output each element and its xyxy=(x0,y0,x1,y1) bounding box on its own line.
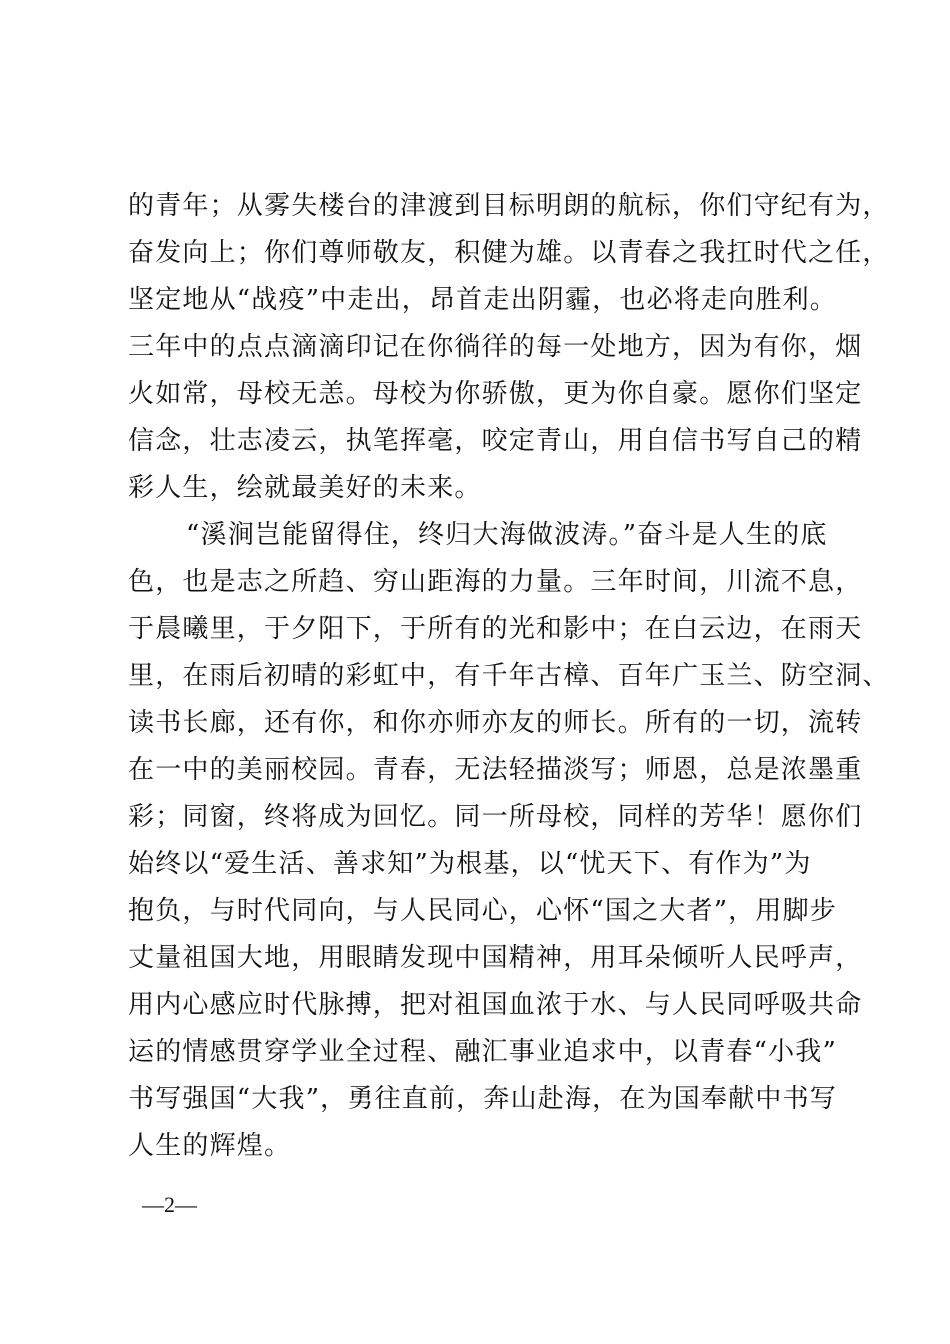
text-line: 运的情感贯穿学业全过程、融汇事业追求中，以青春“小我” xyxy=(128,1037,837,1067)
text-line: 坚定地从“战疫”中走出，昂首走出阴霾，也必将走向胜利。 xyxy=(128,285,837,315)
text-line: 奋发向上；你们尊师敬友，积健为雄。以青春之我扛时代之任， xyxy=(128,238,890,268)
text-line: “溪涧岂能留得住，终归大海做波涛。”奋斗是人生的底 xyxy=(186,520,828,550)
text-line: 抱负，与时代同向，与人民同心，心怀“国之大者”，用脚步 xyxy=(128,896,837,926)
text-line: 三年中的点点滴滴印记在你徜徉的每一处地方，因为有你，烟 xyxy=(128,332,863,362)
text-line: 的青年；从雾失楼台的津渡到目标明朗的航标，你们守纪有为， xyxy=(128,191,890,221)
text-line: 火如常，母校无恙。母校为你骄傲，更为你自豪。愿你们坚定 xyxy=(128,379,863,409)
text-line: 读书长廊，还有你，和你亦师亦友的师长。所有的一切，流转 xyxy=(128,708,863,738)
text-line: 丈量祖国大地，用眼睛发现中国精神，用耳朵倾听人民呼声， xyxy=(128,943,863,973)
text-line: 在一中的美丽校园。青春，无法轻描淡写；师恩，总是浓墨重 xyxy=(128,755,863,785)
text-line: 人生的辉煌。 xyxy=(128,1131,292,1161)
page-number: —2— xyxy=(142,1192,197,1217)
text-line: 书写强国“大我”，勇往直前，奔山赴海，在为国奉献中书写 xyxy=(128,1084,837,1114)
text-line: 始终以“爱生活、善求知”为根基，以“忧天下、有作为”为 xyxy=(128,849,812,879)
text-line: 于晨曦里，于夕阳下，于所有的光和影中；在白云边，在雨天 xyxy=(128,614,863,644)
text-line: 用内心感应时代脉搏，把对祖国血浓于水、与人民同呼吸共命 xyxy=(128,990,863,1020)
text-line: 彩；同窗，终将成为回忆。同一所母校，同样的芳华！愿你们 xyxy=(128,802,863,832)
text-line: 色，也是志之所趋、穷山距海的力量。三年时间，川流不息， xyxy=(128,567,863,597)
text-line: 信念，壮志凌云，执笔挥毫，咬定青山，用自信书写自己的精 xyxy=(128,426,863,456)
text-line: 里，在雨后初晴的彩虹中，有千年古樟、百年广玉兰、防空洞、 xyxy=(128,661,890,691)
text-line: 彩人生，绘就最美好的未来。 xyxy=(128,473,482,503)
